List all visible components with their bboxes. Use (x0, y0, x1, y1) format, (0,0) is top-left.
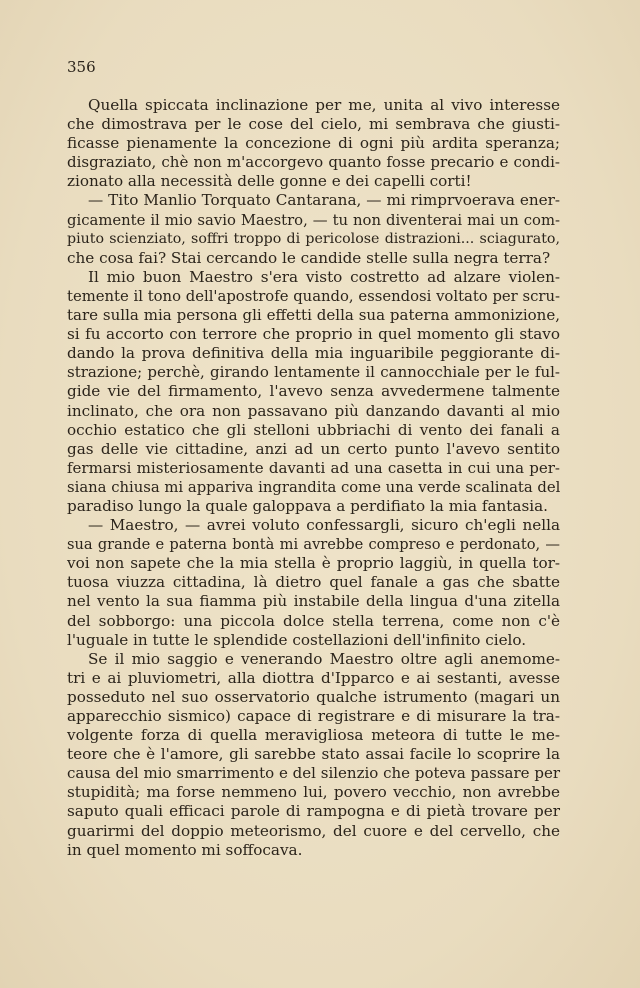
text-line: tri e ai pluviometri, alla diottra d'Ipparco e ai sestanti, avesse (67, 668, 560, 687)
text-line: Se il mio saggio e venerando Maestro oltre agli anemome- (88, 649, 560, 668)
text-line: zionato alla necessità delle gonne e dei capelli corti! (67, 172, 472, 191)
text-line: volgente forza di quella meravigliosa meteora di tutte le me- (67, 726, 560, 745)
text-line: strazione; perchè, girando lentamente il cannocchiale per le ful- (67, 363, 560, 382)
text-line: Quella spiccata inclinazione per me, unita al vivo interesse (88, 96, 560, 114)
text-line: temente il tono dell'apostrofe quando, essendosi voltato per scru- (67, 287, 560, 305)
text-line: piuto scienziato, soffri troppo di pericolose distrazioni... sciagurato, (67, 230, 560, 247)
text-line: voi non sapete che la mia stella è proprio laggiù, in quella tor- (67, 554, 560, 573)
text-line: l'uguale in tutte le splendide costellazioni dell'infinito cielo. (67, 630, 527, 649)
text-line: che dimostrava per le cose del cielo, mi sembrava che giusti- (67, 115, 560, 134)
text-line: gicamente il mio savio Maestro, — tu non diventerai mai un com- (67, 211, 560, 229)
text-line: Il mio buon Maestro s'era visto costretto ad alzare violen- (88, 267, 560, 286)
text-line: gide vie del firmamento, l'avevo senza avvedermene talmente (67, 382, 560, 401)
text-line: si fu accorto con terrore che proprio in quel momento gli stavo (67, 325, 560, 344)
text-line: sua grande e paterna bontà mi avrebbe compreso e perdonato, — (67, 536, 560, 554)
body-text (67, 96, 560, 860)
text-line: nel vento la sua fiamma più instabile della lingua d'una zitella (67, 592, 560, 611)
text-line: ficasse pienamente la concezione di ogni più ardita speranza; (67, 134, 560, 153)
text-line: che cosa fai? Stai cercando le candide stelle sulla negra terra? (67, 248, 551, 267)
text-line: stupidità; ma forse nemmeno lui, povero vecchio, non avrebbe (67, 783, 560, 802)
text-line: siana chiusa mi appariva ingrandita come una verde scalinata del (67, 478, 561, 496)
text-line: paradiso lungo la quale galoppava a perdifiato la mia fantasia. (67, 496, 548, 515)
text-line: gas delle vie cittadine, anzi ad un certo punto l'avevo sentito (67, 439, 560, 458)
text-line: occhio estatico che gli stelloni ubbriachi di vento dei fanali a (67, 420, 560, 439)
text-line: tare sulla mia persona gli effetti della sua paterna ammonizione, (67, 306, 560, 325)
text-line: tuosa viuzza cittadina, là dietro quel fanale a gas che sbatte (67, 573, 560, 592)
text-line: inclinato, che ora non passavano più danzando davanti al mio (67, 401, 560, 420)
text-line: guarirmi del doppio meteorismo, del cuore e del cervello, che (67, 821, 560, 840)
text-line: teore che è l'amore, gli sarebbe stato assai facile lo scoprire la (67, 745, 560, 764)
text-line: fermarsi misteriosamente davanti ad una casetta in cui una per- (67, 458, 560, 477)
text-line: dando la prova definitiva della mia inguaribile peggiorante di- (67, 344, 560, 363)
text-line: disgraziato, chè non m'accorgevo quanto fosse precario e condi- (67, 153, 560, 172)
text-line: posseduto nel suo osservatorio qualche istrumento (magari un (67, 687, 560, 706)
text-line: — Maestro, — avrei voluto confessargli, sicuro ch'egli nella (88, 516, 560, 535)
text-line: del sobborgo: una piccola dolce stella terrena, come non c'è (67, 611, 560, 630)
text-line: apparecchio sismico) capace di registrare e di misurare la tra- (67, 707, 560, 725)
text-line: saputo quali efficaci parole di rampogna e di pietà trovare per (67, 802, 560, 821)
text-line: causa del mio smarrimento e del silenzio che poteva passare per (67, 764, 560, 783)
text-line: — Tito Manlio Torquato Cantarana, — mi rimprvoerava ener- (88, 191, 560, 210)
page-number: 356 (67, 58, 96, 76)
text-line: in quel momento mi soffocava. (67, 840, 303, 859)
